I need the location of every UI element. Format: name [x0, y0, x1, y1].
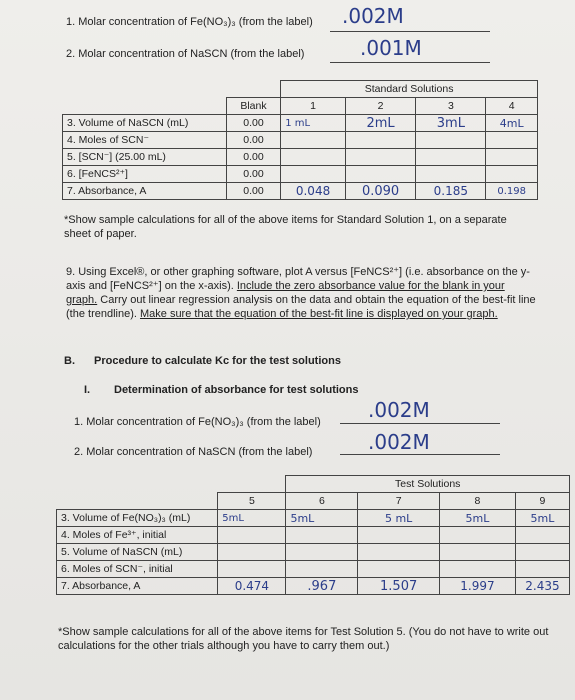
answer-line [340, 423, 500, 424]
cell: 0.185 [416, 183, 486, 200]
row-label: 6. Moles of SCN⁻, initial [57, 561, 218, 578]
cell: 0.00 [226, 149, 280, 166]
q1-fe-answer: .002M [342, 4, 404, 28]
answer-line [330, 62, 490, 63]
q9-text-2: Carry out linear regression analysis on the data and obtain the equation of the best-fit line (the trendline). [66, 294, 536, 320]
table-row [57, 561, 570, 578]
question-9 [66, 265, 536, 321]
cell: 0.00 [226, 166, 280, 183]
row-label-text: 4. Moles of Fe³⁺, initial [61, 529, 167, 541]
cell: 5mL [515, 510, 569, 527]
row-label: 3. Volume of Fe(NO₃)₃ (mL) [57, 510, 218, 527]
row-label: 7. Absorbance, A [63, 183, 227, 200]
cell: 0.474 [218, 578, 286, 595]
row-label: 7. Absorbance, A [57, 578, 218, 595]
cell: 0.048 [281, 183, 346, 200]
subsection-number: I. [84, 384, 91, 396]
cell: .967 [286, 578, 358, 595]
cell: 1.997 [439, 578, 515, 595]
standard-solutions-table [62, 80, 538, 200]
cell: 0.00 [226, 132, 280, 149]
row-label [57, 527, 218, 544]
col-header: 7 [358, 493, 440, 510]
col-header: Blank [226, 98, 280, 115]
row-label: 6. [FeNCS²⁺] [63, 166, 227, 183]
col-header: 4 [486, 98, 538, 115]
table-row [57, 527, 570, 544]
row-label: 5. Volume of NaSCN (mL) [57, 544, 218, 561]
answer-line [330, 31, 490, 32]
col-header: 2 [345, 98, 415, 115]
col-header: 1 [281, 98, 346, 115]
b-q2-answer: .002M [368, 430, 430, 454]
row-label: 3. Volume of NaSCN (mL) [63, 115, 227, 132]
cell: 0.090 [345, 183, 415, 200]
table-row [63, 149, 538, 166]
table-row [57, 510, 570, 527]
b-q2-label: 2. Molar concentration of NaSCN (from the label) [74, 446, 313, 458]
cell: 5mL [286, 510, 358, 527]
subsection-heading: Determination of absorbance for test solutions [114, 384, 359, 396]
cell: 1.507 [358, 578, 440, 595]
cell: 5mL [439, 510, 515, 527]
cell: 2.435 [515, 578, 569, 595]
col-header: 8 [439, 493, 515, 510]
cell: 5 mL [358, 510, 440, 527]
q9-text: 9. Using Excel®, or other graphing software, plot A versus [FeNCS²⁺] (i.e. absorbance on the y-axis and [FeNCS²⁺] on the x-axis). [66, 266, 530, 292]
table-row [57, 578, 570, 595]
cell: 1 mL [281, 115, 346, 132]
answer-line [340, 454, 500, 455]
col-header: 5 [218, 493, 286, 510]
note-standard: *Show sample calculations for all of the above items for Standard Solution 1, on a separate sheet of paper. [64, 214, 507, 240]
row-label: 5. [SCN⁻] (25.00 mL) [63, 149, 227, 166]
test-solutions-table [56, 475, 570, 595]
table-row [63, 183, 538, 200]
table-row [63, 166, 538, 183]
q9-underlined-1: Include the zero absorbance value for the blank in your graph. [66, 280, 505, 306]
col-header: 9 [515, 493, 569, 510]
table-row [63, 132, 538, 149]
section-b-letter: B. [64, 355, 75, 367]
q9-underlined-2: Make sure that the equation of the best-fit line is displayed on your graph. [139, 308, 498, 320]
table-row [57, 544, 570, 561]
cell: 0.198 [486, 183, 538, 200]
table-title: Standard Solutions [281, 81, 538, 98]
cell: 0.00 [226, 183, 280, 200]
b-q1-label: 1. Molar concentration of Fe(NO₃)₃ (from the label) [74, 416, 321, 428]
b-q1-answer: .002M [368, 398, 430, 422]
note-test: *Show sample calculations for all of the above items for Test Solution 5. (You do not have to write out calculations for the other trials although you have to carry them out.) [58, 626, 549, 652]
q1-fe-label: 1. Molar concentration of Fe(NO₃)₃ (from the label) [66, 16, 313, 28]
col-header: 3 [416, 98, 486, 115]
table-title: Test Solutions [286, 476, 570, 493]
cell: 5mL [218, 510, 286, 527]
q2-nascn-label: 2. Molar concentration of NaSCN (from the label) [66, 48, 305, 60]
cell: 2mL [345, 115, 415, 132]
section-b-heading: Procedure to calculate Kᴄ for the test solutions [94, 355, 341, 367]
col-header: 6 [286, 493, 358, 510]
row-label: 4. Moles of SCN⁻ [63, 132, 227, 149]
cell: 4mL [486, 115, 538, 132]
cell: 0.00 [226, 115, 280, 132]
table-row [63, 115, 538, 132]
q2-nascn-answer: .001M [360, 36, 422, 60]
cell: 3mL [416, 115, 486, 132]
